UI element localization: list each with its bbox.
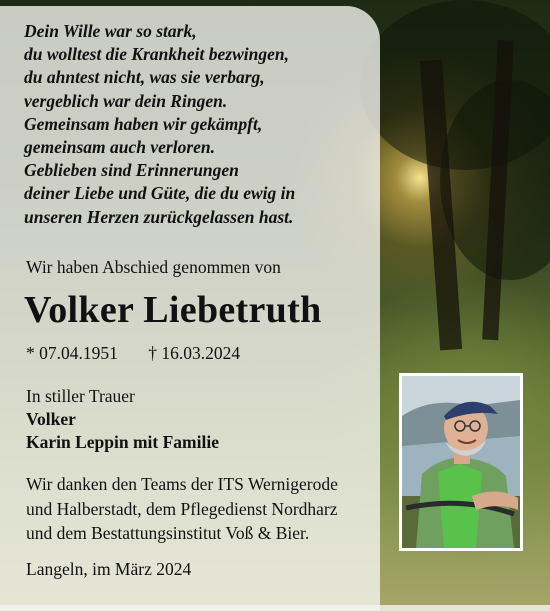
thanks-line: und Halberstadt, dem Pflegedienst Nordharz — [26, 498, 338, 519]
poem — [24, 20, 295, 229]
mourner-name: Karin Leppin mit Familie — [26, 432, 219, 452]
portrait-image — [402, 376, 520, 548]
mourners-heading: In stiller Trauer — [26, 386, 135, 406]
poem-line: Geblieben sind Erinnerungen — [24, 160, 239, 181]
bottom-band — [0, 605, 550, 611]
mourners-block — [26, 385, 219, 454]
thanks-line: und dem Bestattungsinstitut Voß & Bier. — [26, 523, 310, 543]
life-dates — [26, 343, 240, 364]
poem-line: gemeinsam auch verloren. — [24, 137, 216, 158]
birth-date: * 07.04.1951 — [26, 343, 118, 363]
poem-line: Gemeinsam haben wir gekämpft, — [24, 113, 263, 134]
portrait-photo — [399, 373, 523, 551]
poem-line: Dein Wille war so stark, — [24, 21, 197, 41]
poem-line: du wolltest die Krankheit bezwingen, — [24, 44, 289, 65]
intro-text: Wir haben Abschied genommen von — [26, 257, 281, 277]
poem-line: vergeblich war dein Ringen. — [24, 90, 228, 111]
place-date: Langeln, im März 2024 — [26, 559, 192, 579]
mourner-name: Volker — [26, 409, 76, 429]
death-date: † 16.03.2024 — [148, 343, 241, 363]
poem-line: deiner Liebe und Güte, die du ewig in — [24, 183, 296, 204]
poem-line: unseren Herzen zurückgelassen hast. — [24, 206, 294, 227]
thanks-block — [26, 472, 338, 546]
poem-line: du ahntest nicht, was sie verbarg, — [24, 67, 265, 88]
deceased-name: Volker Liebetruth — [24, 289, 322, 331]
thanks-line: Wir danken den Teams der ITS Wernigerode — [26, 474, 338, 494]
